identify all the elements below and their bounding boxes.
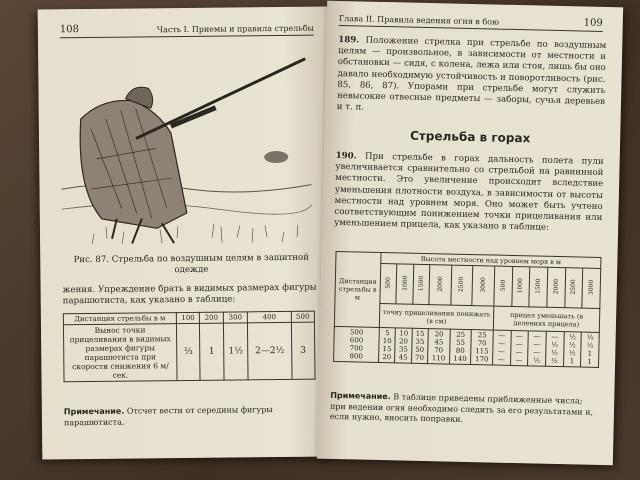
cell: 140 bbox=[453, 354, 467, 363]
div-column bbox=[492, 330, 510, 365]
altitude-cell: 2000 bbox=[429, 265, 452, 305]
right-page bbox=[317, 1, 623, 466]
cm-column bbox=[428, 329, 450, 364]
altitude-cell: 3000 bbox=[582, 268, 601, 308]
note-label: Примечание. bbox=[63, 406, 125, 417]
cell: 45 bbox=[434, 338, 444, 347]
cell: — bbox=[498, 331, 506, 340]
cell: 35 bbox=[398, 345, 408, 354]
cell: — bbox=[515, 332, 524, 341]
parachutist-table bbox=[63, 311, 316, 383]
cell: — bbox=[515, 356, 523, 365]
cell: — bbox=[533, 340, 541, 349]
cell: ½ bbox=[551, 340, 559, 350]
cell: 1 bbox=[587, 349, 593, 358]
cell: 45 bbox=[398, 353, 408, 362]
altitude-cell: 1500 bbox=[413, 264, 430, 304]
cell: 15 bbox=[382, 345, 392, 354]
div-column bbox=[545, 331, 563, 366]
cell: — bbox=[551, 332, 559, 342]
cm-column bbox=[449, 329, 471, 364]
cell: — bbox=[498, 339, 506, 348]
cell: 15 bbox=[415, 329, 425, 338]
section-heading: Стрельба в горах bbox=[409, 128, 531, 146]
paragraph-number: 190. bbox=[335, 150, 357, 162]
distance-cell: 100 bbox=[176, 312, 199, 323]
cell: 35 bbox=[415, 337, 425, 346]
distance-cell: 500 bbox=[291, 311, 314, 322]
value-cell: ⅔ bbox=[176, 323, 200, 380]
div-column bbox=[581, 332, 600, 367]
value-cell: 2—2½ bbox=[248, 322, 292, 379]
altitude-cell: 2500 bbox=[451, 265, 474, 305]
cell: 80 bbox=[455, 346, 465, 355]
cell: 20 bbox=[399, 337, 409, 346]
left-note bbox=[64, 405, 318, 429]
distance-cell: 300 bbox=[223, 312, 248, 323]
distance-value: 700 bbox=[349, 344, 364, 353]
cell: 70 bbox=[415, 353, 425, 362]
mountain-table bbox=[333, 251, 601, 368]
cell: 170 bbox=[474, 355, 489, 364]
altitude-cell: 1000 bbox=[396, 264, 413, 304]
note-label: Примечание. bbox=[330, 390, 391, 402]
cell: 115 bbox=[475, 347, 489, 356]
right-running-head bbox=[339, 9, 603, 32]
cell: — bbox=[515, 348, 523, 357]
cell: ½ bbox=[568, 349, 576, 358]
note-text: В таблице приведены приближенные числа; при ведении огня необходимо следить за его результатами и, если нужно, вносить поправки. bbox=[329, 392, 594, 424]
cell: 55 bbox=[455, 338, 466, 347]
cell: 20 bbox=[382, 353, 392, 362]
altitude-cell: 3000 bbox=[472, 266, 495, 306]
cell: 10 bbox=[382, 337, 392, 346]
cell: 70 bbox=[434, 346, 444, 355]
distance-value: 600 bbox=[349, 336, 364, 345]
left-running-head bbox=[60, 19, 314, 39]
distance-header: Дистанция стрельбы в м bbox=[334, 251, 381, 327]
paragraph-text: Положение стрелка при стрельбе по воздушным целям — произвольное, в зависимости от местности и обстановки — сидя, с колена, лежа или стоя, лишь бы оно давало необходимую устойчивость и поворотливость (рис. 85, 86, 87). Упорами при стрельбе могут служить невысокие отвесные предметы — заборы, сучья деревьев и т. п. bbox=[336, 35, 607, 113]
right-running-head-title: Глава II. Правила ведения огня в бою bbox=[338, 13, 500, 27]
div-column bbox=[510, 330, 528, 365]
cell: 5 bbox=[385, 329, 390, 338]
cm-column bbox=[411, 328, 428, 363]
row-label: Вынос точки прицеливания в видимых размерах фигуры парашютиста при скорости снижения 6 м/сек. bbox=[63, 324, 177, 382]
left-paragraph: жения. Упреждение брать в видимых размерах фигуры парашютиста, как указано в таблице: bbox=[62, 282, 317, 307]
cell: — bbox=[533, 332, 541, 341]
cell: — bbox=[497, 347, 506, 356]
cell: 70 bbox=[477, 339, 487, 348]
cell: ½ bbox=[551, 348, 558, 358]
altitude-cell: 2000 bbox=[547, 267, 566, 307]
divisions-subheader: прицел уменьшать (в делениях прицела) bbox=[493, 306, 600, 332]
cell: — bbox=[515, 340, 523, 349]
left-page bbox=[38, 6, 333, 459]
right-page-number: 109 bbox=[583, 17, 603, 29]
cell: 50 bbox=[415, 345, 425, 354]
cell: 25 bbox=[477, 331, 487, 340]
right-note bbox=[330, 391, 599, 429]
cell: 10 bbox=[399, 329, 409, 338]
div-column bbox=[563, 332, 581, 367]
cell: ½ bbox=[586, 341, 594, 350]
cell: — bbox=[533, 348, 541, 357]
cell: ½ bbox=[569, 333, 577, 342]
distance-cell: 400 bbox=[248, 311, 291, 322]
paragraph-189 bbox=[337, 35, 607, 119]
cell: ½ bbox=[586, 333, 594, 342]
distances-column bbox=[334, 326, 380, 362]
altitude-cell: 500 bbox=[380, 263, 397, 303]
cell: 110 bbox=[431, 354, 446, 363]
value-cell: 3 bbox=[291, 322, 315, 379]
soldier-illustration bbox=[60, 37, 312, 252]
cm-column bbox=[379, 327, 396, 362]
cm-column bbox=[471, 330, 493, 365]
value-cell: 1½ bbox=[223, 323, 248, 380]
table-header-label: Дистанция стрельбы в м bbox=[63, 313, 176, 325]
value-cell: 1 bbox=[200, 323, 224, 380]
altitude-header: Высота местности над уровнем моря в м bbox=[381, 252, 601, 268]
cm-column bbox=[395, 328, 412, 363]
distance-value: 500 bbox=[349, 328, 364, 337]
cell: 1 bbox=[587, 357, 593, 366]
paragraph-text: При стрельбе в горах дальность полета пули увеличивается сравнительно со стрельбой на равнинной местности. Это увеличение происходит вследствие уменьшения плотности воздуха, в зависимости от высоты местности над уровнем моря. Оно может быть учтено соответствующим понижением точки прицеливания или уменьшением прицела, как указано в таблице: bbox=[334, 151, 604, 234]
cell: 20 bbox=[434, 330, 444, 339]
div-column bbox=[528, 331, 546, 366]
cell: ½ bbox=[550, 356, 558, 366]
left-page-number: 108 bbox=[59, 24, 80, 36]
cell: ½ bbox=[568, 341, 576, 350]
altitude-cell: 2500 bbox=[564, 268, 583, 308]
cell: — bbox=[497, 355, 505, 364]
distance-cell: 200 bbox=[200, 312, 223, 323]
altitude-cell: 1000 bbox=[511, 266, 530, 306]
altitude-cell: 500 bbox=[494, 266, 513, 306]
figure-caption: Рис. 87. Стрельба по воздушным целям в защитной одежде bbox=[73, 252, 309, 276]
cell: ½ bbox=[533, 356, 541, 365]
distance-value: 800 bbox=[349, 352, 363, 361]
cm-subheader: точку прицеливания понижать (в см) bbox=[379, 303, 493, 330]
cell: 1 bbox=[569, 357, 575, 366]
left-running-head-title: Часть I. Приемы и правила стрельбы bbox=[156, 23, 314, 35]
paragraph-number: 189. bbox=[338, 34, 360, 46]
note-text: Отсчет вести от середины фигуры парашютиста. bbox=[63, 405, 273, 427]
paragraph-190 bbox=[334, 151, 604, 235]
altitude-cell: 1500 bbox=[529, 267, 548, 307]
cell: 25 bbox=[456, 330, 466, 339]
